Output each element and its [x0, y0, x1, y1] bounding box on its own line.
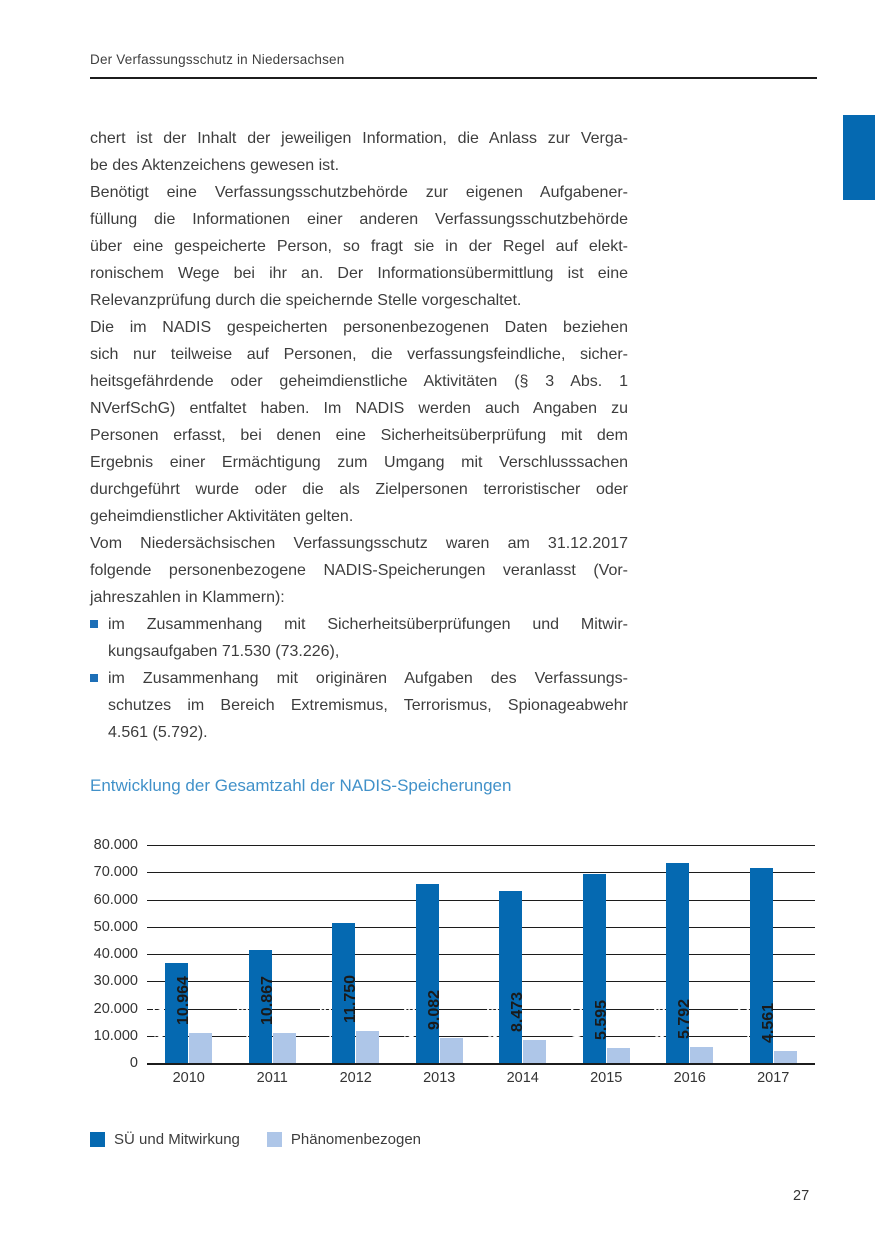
text-line: kungsaufgaben 71.530 (73.226),	[108, 643, 340, 660]
text-line: schutzes im Bereich Extremismus, Terrorismus, Spionageabwehr	[108, 697, 628, 714]
text-line: über eine gespeicherte Person, so fragt sie in der Regel auf elekt-	[90, 238, 628, 255]
bar-value-label: 8.473	[509, 991, 527, 1032]
bar-value-label: 63.093	[485, 1004, 503, 1053]
text-line: geheimdienstlicher Aktivitäten gelten.	[90, 508, 354, 525]
text-line: NVerfSchG) entfaltet haben. Im NADIS werden auch Angaben zu	[90, 400, 628, 417]
y-axis-tick-label: 50.000	[93, 918, 138, 935]
text-line: Benötigt eine Verfassungsschutzbehörde zur eigenen Aufgabener-	[90, 184, 628, 201]
chapter-tab-marker	[843, 115, 875, 200]
paragraph	[90, 125, 628, 179]
bar-slot	[648, 845, 732, 1063]
bar-dark	[499, 891, 522, 1063]
bar-group	[485, 845, 546, 1063]
bullet-item	[90, 611, 628, 665]
bar-value-label: 5.595	[592, 999, 610, 1040]
paragraph	[90, 179, 628, 314]
bar-value-label: 69.460	[568, 1004, 586, 1053]
bar-light	[523, 1040, 546, 1063]
chart-legend	[90, 1131, 448, 1148]
legend-swatch-dark-icon	[90, 1132, 105, 1147]
y-axis-tick-label: 10.000	[93, 1027, 138, 1044]
text-line: heitsgefährdende oder geheimdienstliche Aktivitäten (§ 3 Abs. 1	[90, 373, 628, 390]
chart-y-axis	[90, 836, 138, 1072]
bar-group	[735, 845, 797, 1063]
page-number: 27	[793, 1188, 810, 1204]
bar-value-label: 5.792	[676, 998, 694, 1039]
bar-light	[273, 1033, 296, 1063]
header-rule	[90, 77, 817, 79]
x-axis-tick-label: 2016	[673, 1070, 706, 1086]
bar-value-label: 71.530	[735, 1004, 753, 1053]
bar-group	[401, 845, 463, 1063]
bullet-item	[90, 665, 628, 746]
text-line: be des Aktenzeichens gewesen ist.	[90, 157, 340, 174]
bar-value-label: 36.617	[151, 1004, 169, 1053]
bullet-text	[108, 665, 628, 746]
bar-value-label: 65.656	[401, 1004, 419, 1053]
bullet-text	[108, 611, 628, 665]
bar-slot	[398, 845, 482, 1063]
legend-swatch-light-icon	[267, 1132, 282, 1147]
y-axis-tick-label: 80.000	[93, 837, 138, 853]
bar-value-label: 10.867	[258, 976, 276, 1025]
bar-dark	[416, 884, 439, 1063]
x-axis-tick-label: 2010	[172, 1070, 205, 1086]
x-axis-tick-label: 2014	[506, 1070, 539, 1086]
text-line: Die im NADIS gespeicherten personenbezogenen Daten beziehen	[90, 319, 628, 336]
y-axis-tick-label: 70.000	[93, 864, 138, 881]
bar-value-label: 11.750	[342, 974, 360, 1023]
paragraph	[90, 314, 628, 530]
y-axis-tick-label: 0	[129, 1055, 138, 1071]
legend-item-su-mitwirkung	[90, 1131, 240, 1148]
bar-slot	[314, 845, 398, 1063]
bar-light	[774, 1051, 797, 1063]
x-axis-tick-label: 2013	[423, 1070, 456, 1086]
bars-row	[147, 845, 815, 1063]
text-line: ronischem Wege bei ihr an. Der Informationsübermittlung ist eine	[90, 265, 628, 282]
running-header: Der Verfassungsschutz in Niedersachsen	[90, 52, 345, 67]
bar-group	[318, 845, 379, 1063]
bar-group	[652, 845, 713, 1063]
bar-slot	[231, 845, 315, 1063]
x-axis-tick-label: 2015	[590, 1070, 623, 1086]
bullet-square-icon	[90, 674, 98, 682]
text-line: folgende personenbezogene NADIS-Speicherungen veranlasst (Vor-	[90, 562, 628, 579]
text-line: Ergebnis einer Ermächtigung zum Umgang mit Verschlusssachen	[90, 454, 628, 471]
text-line: Personen erfasst, bei denen eine Sicherheitsüberprüfung mit dem	[90, 427, 628, 444]
text-line: jahreszahlen in Klammern):	[90, 589, 285, 606]
bar-slot	[147, 845, 231, 1063]
x-axis-tick-label: 2011	[256, 1070, 288, 1086]
y-axis-tick-label: 40.000	[93, 946, 138, 962]
bar-value-label: 9.082	[425, 989, 443, 1030]
bar-value-label: 73.226	[652, 1004, 670, 1053]
bar-light	[440, 1038, 463, 1063]
gridline	[147, 1063, 815, 1065]
bar-light	[607, 1048, 630, 1063]
chart-section-heading: Entwicklung der Gesamtzahl der NADIS-Speicherungen	[90, 776, 512, 795]
bar-light	[690, 1047, 713, 1063]
x-axis-tick-label: 2012	[339, 1070, 372, 1086]
bullet-square-icon	[90, 620, 98, 628]
bar-slot	[481, 845, 565, 1063]
bar-group	[151, 845, 212, 1063]
paragraph	[90, 530, 628, 611]
bar-group	[568, 845, 630, 1063]
bar-light	[189, 1033, 212, 1063]
bar-value-label: 10.964	[175, 976, 193, 1025]
text-line: Relevanzprüfung durch die speichernde Stelle vorgeschaltet.	[90, 292, 522, 309]
y-axis-tick-label: 30.000	[93, 973, 138, 990]
text-line: füllung die Informationen einer anderen Verfassungsschutzbehörde	[90, 211, 628, 228]
bar-value-label: 51.495	[318, 1004, 336, 1053]
bar-value-label: 41.583	[234, 1004, 252, 1053]
text-line: 4.561 (5.792).	[108, 724, 208, 741]
y-axis-tick-label: 60.000	[93, 891, 138, 908]
chart-x-axis	[147, 1070, 815, 1086]
legend-label: SÜ und Mitwirkung	[114, 1131, 240, 1148]
text-line: im Zusammenhang mit originären Aufgaben des Verfassungs-	[108, 670, 628, 687]
bar-chart	[90, 836, 817, 1092]
legend-label: Phänomenbezogen	[290, 1131, 421, 1148]
bar-value-label: 4.561	[759, 1002, 777, 1043]
x-axis-tick-label: 2017	[757, 1070, 790, 1086]
bar-group	[234, 845, 296, 1063]
chart-plot	[147, 845, 815, 1063]
legend-item-phaenomenbezogen	[267, 1131, 421, 1148]
bar-slot	[565, 845, 649, 1063]
text-line: im Zusammenhang mit Sicherheitsüberprüfungen und Mitwir-	[108, 616, 628, 633]
text-line: durchgeführt wurde oder die als Zielpersonen terroristischer oder	[90, 481, 628, 498]
text-line: sich nur teilweise auf Personen, die verfassungsfeindliche, sicher-	[90, 346, 628, 363]
bar-light	[356, 1031, 379, 1063]
text-line: chert ist der Inhalt der jeweiligen Information, die Anlass zur Verga-	[90, 130, 628, 147]
body-text	[90, 125, 628, 746]
text-line: Vom Niedersächsischen Verfassungsschutz waren am 31.12.2017	[90, 535, 628, 552]
bar-slot	[732, 845, 816, 1063]
y-axis-tick-label: 20.000	[93, 1000, 138, 1017]
